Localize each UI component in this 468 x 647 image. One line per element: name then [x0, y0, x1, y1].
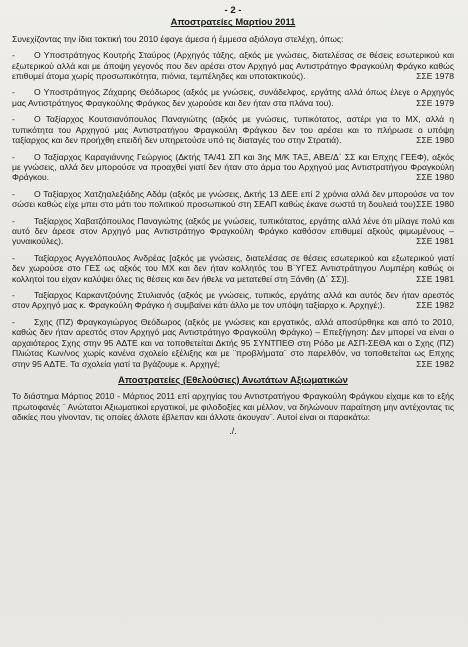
list-item [12, 152, 454, 183]
entry-text: Ο Ταξίαρχος Καραγιάννης Γεώργιος (Δκτής ΤΑ/41 ΣΠ και 3ης Μ/Κ ΤΑΞ, ΑΒΕ/Δ΄ ΣΣ και Επχης ΓΕΕΦ), αξκός με γνώσεις, αλλά δεν μπορούσε να προαχθεί γιατί δεν ήταν στο άρμα του Αρχηγού μας Αντιστρατήγου Φραγκούλη Φράγκου. [12, 151, 454, 183]
list-marker: - [12, 50, 15, 61]
list-marker: - [12, 188, 15, 199]
list-item [12, 50, 454, 81]
class-code: ΣΣΕ 1979 [416, 97, 454, 108]
entry-text: Ταξίαρχος Χαβατζόπουλος Παναγιώτης (αξκός με γνώσεις, τυπικότατος, εργάτης αλλά λένε ότι μίλαγε πολύ και αυτό δεν άρεσε στον Αρχηγό μας Αντιστράτηγο Φραγκούλη Φράγκο καθόσον επιθυμεί αξκούς φιμωμένους – γυναικούλες). [12, 215, 454, 247]
closing-paragraph: Το διάστημα Μάρτιος 2010 - Μάρτιος 2011 επί αρχηγίας του Αντιστρατήγου Φραγκούλη Φράγκου είχαμε και το εξής πρωτοφανές ¨ Ανώτατοι Αξιωματικοί εργατικοί, με φιλοδοξίες και μέλλον, να δηλώνουν παραίτηση μην αντέχοντας τις αδικίες που γίνονταν, τις οποίες άλλοτε έβλεπαν και άλλοτε άκουγαν¨. Αυτοί είναι οι παρακάτω: [12, 391, 454, 423]
entry-text: Ο Υποστράτηγος Κουτρής Σταύρος (Αρχηγός τάξης, αξκός με γνώσεις, διατελέσας σε θέσεις εσωτερικού και εξωτερικού αλλά και με άποψη γεγονός που δεν αρέσει στον Αρχηγό μας Αντιστράτηγο Φραγκούλη Φράγκο καθώς επιθυμεί άτομα χωρίς προσωπικότητα, πιόνια, τεμπέληδες και υποτακτικούς). [12, 50, 454, 82]
entry-text: Ταξίαρχος Καρκαντζούνης Στυλιανός (αξκός με γνώσεις, τυπικός, εργάτης αλλά και αυτός δεν ήταν αρεστός στον Αρχηγό μας κ. Φραγκούλη Φράγκο ή συμβαίνει κάτι άλλο με τον υπόψη ταξίαρχο κ. Αρχηγέ;). [12, 290, 454, 311]
list-marker: - [12, 87, 15, 98]
list-marker: - [12, 290, 15, 301]
list-item [12, 253, 454, 284]
class-code: ΣΣΕ 1981 [416, 236, 454, 247]
list-marker: - [12, 114, 15, 125]
list-item [12, 87, 454, 108]
list-marker: - [12, 252, 15, 263]
page-heading: Αποστρατείες Μαρτίου 2011 [170, 16, 296, 28]
entry-text: Σχης (ΠΖ) Φραγκογιώργος Θεόδωρος (αξκός με γνώσεις και εργατικός, αλλά αποσύρθηκε και από το 2010, καθώς δεν ήταν αρεστός στον Αρχηγό μας Αντιστράτηγο Φραγκούλη Φράγκο) – Επεξήγηση: Δεν μπορεί να είναι ο αρχαιότερος Σχης στην 95 ΑΔΤΕ και να τοποθετείται Δκτής 95 ΣΥΝΤΠΕΘ στη Ρόδο με ΑΣΠ-ΣΕΘΑ και ο Σχης (ΠΖ) Πλιώτας Κων/νος χωρίς κανένα σχολείο εξέλιξης και με ¨προβλήματα¨ στο παρελθόν, να τοποθετείται ως Επχης στην 95 ΑΔΤΕ. Τα σχολεία γιατί τα βγάζουμε κ. Αρχηγέ; [12, 316, 454, 369]
list-item [12, 189, 454, 210]
class-code: ΣΣΕ 1978 [416, 71, 454, 82]
class-code: ΣΣΕ 1980 [416, 135, 454, 146]
entry-text: Ο Ταξίαρχος Κουτσιανόπουλος Παναγιώτης (αξκός με γνώσεις, τυπικότατος, αστέρι για το ΜΧ, αλλά η τυπικότητα του Αρχηγού μας Αντιστρατήγου Φραγκούλη Φράγκου δεν του αρέσει και το πλήρωσε ο υπόψη ταξίαρχος και δεν προήχθη επειδή δεν υπηρετούσε υπό τις διαταγές του στην Στρατιά). [12, 114, 454, 146]
entry-text: Ο Ταξίαρχος Χατζηαλεξιάδης Αδάμ (αξκός με γνώσεις, Δκτής 13 ΔΕΕ επί 2 χρόνια αλλά δεν μπορούσε να τον σώσει καθώς είχε μπει στο μάτι του πολιτικού προσωπικού στη ΣΕΑΠ καθώς έκανε σωστά τη δουλειά του). [12, 188, 454, 210]
list-marker: - [12, 215, 15, 226]
entries-list [12, 50, 454, 369]
entry-text: Ταξίαρχος Αγγελόπουλος Ανδρέας [αξκός με γνώσεις, διατελέσας σε θέσεις εσωτερικού και εξωτερικού γιατί δεν χωρούσε στο ΓΕΣ ως αξκός του ΜΧ και δεν ήταν κολλητός του Β΄ΥΓΕΣ Αντιστράτηγου Λυμπέρη καθώς οι κολλητοί του είχαν καλύψει όλες τις θέσεις και δεν ήθελε να μετατεθεί στη Ξάνθη (Δ΄ ΣΣ)]. [12, 252, 454, 284]
class-code: ΣΣΕ 1980 [416, 172, 454, 183]
list-item [12, 216, 454, 247]
class-code: ΣΣΕ 1982 [416, 300, 454, 311]
section-heading: Αποστρατείες (Εθελούσιες) Ανωτάτων Αξιωματικών [118, 373, 348, 385]
class-code: ΣΣΕ 1981 [416, 273, 454, 284]
class-code: ΣΣΕ 1980 [416, 199, 454, 210]
list-marker: - [12, 151, 15, 162]
continuation-mark: ./. [229, 425, 237, 436]
class-code: ΣΣΕ 1982 [416, 358, 454, 369]
intro-paragraph: Συνεχίζοντας την ίδια τακτική του 2010 έφαγε άμεσα ή έμμεσα αξιόλογα στελέχη, όπως: [12, 33, 344, 44]
list-marker: - [12, 316, 15, 327]
entry-text: Ο Υποστράτηγος Ζάχαρης Θεόδωρος (αξκός με γνώσεις, συνάδελφος, εργάτης αλλά όπως έλεγε ο Αρχηγός μας Αντιστράτηγος Φραγκούλης Φράγκος δεν χωρούσε και δεν ήταν στα πλάνα του). [12, 87, 454, 108]
list-item [12, 317, 454, 369]
list-item [12, 290, 454, 311]
list-item [12, 114, 454, 145]
page-number: - 2 - [224, 5, 242, 16]
